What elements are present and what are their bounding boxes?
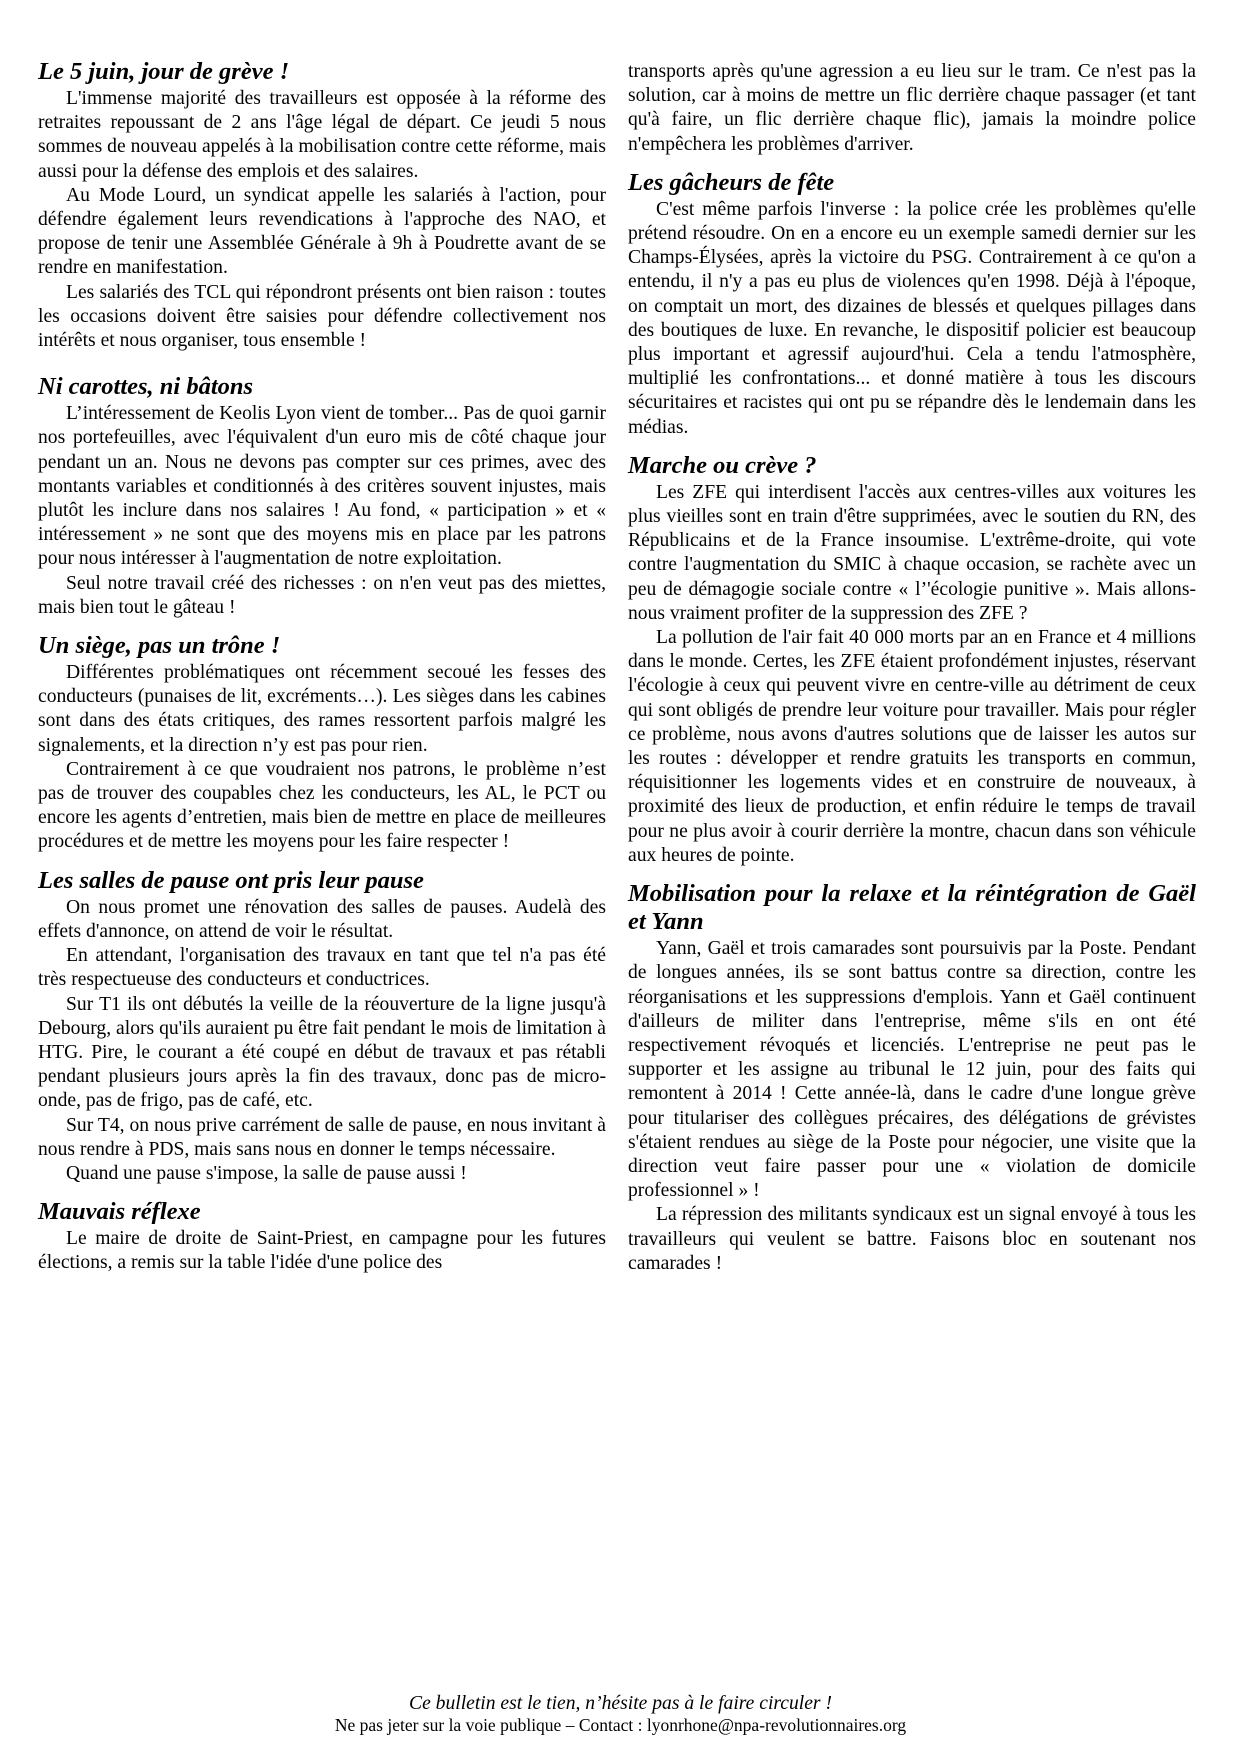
article-marche-ou-creve [628,452,1196,868]
article-title: Les salles de pause ont pris leur pause [38,866,424,894]
article-title: Le 5 juin, jour de grève ! [38,58,290,85]
article-mobilisation-gael-yann [628,880,1196,1276]
article-paragraph: C'est même parfois l'inverse : la police crée les problèmes qu'elle prétend résoudre. On en a encore eu un exemple samedi dernier sur les Champs-Élysées, après la victoire du PSG. Contrairement à ce qu'on a entendu, il n'y a pas eu plus de violences qu'en 1998. Déjà à l'époque, on comptait un mort, des dizaines de blessés et quelques pillages dans des boutiques de luxe. En revanche, le dispositif policier est beaucoup plus important et agressif aujourd'hui. Cela a tendu l'atmosphère, multiplié les confrontations... et donné matière à tous les discours sécuritaires et racistes qui ont pu se répandre dès le lendemain dans les médias. [628,198,1196,438]
left-column [38,58,606,1286]
article-paragraph: Seul notre travail créé des richesses : on n'en veut pas des miettes, mais bien tout le gâteau ! [38,572,606,618]
article-title: Les gâcheurs de fête [628,168,835,196]
article-paragraph: La répression des militants syndicaux est un signal envoyé à tous les travailleurs qui veulent se battre. Faisons bloc en soutenant nos camarades ! [628,1204,1196,1274]
article-paragraph: Sur T4, on nous prive carrément de salle de pause, en nous invitant à nous rendre à PDS, mais sans nous en donner le temps nécessaire. [38,1114,606,1160]
article-title: Mobilisation pour la relaxe et la réintégration de Gaël et Yann [628,880,1196,936]
article-paragraph: Au Mode Lourd, un syndicat appelle les salariés à l'action, pour défendre également leurs revendications à l'approche des NAO, et propose de tenir une Assemblée Générale à 9h à Poudrette avant de se rendre en manifestation. [38,184,606,279]
right-column [628,60,1196,1286]
article-mauvais-reflexe-continuation [628,60,1196,157]
article-paragraph: Les salariés des TCL qui répondront présents ont bien raison : toutes les occasions doivent être saisies pour défendre collectivement nos intérêts et nous organiser, tous ensemble ! [38,281,606,352]
article-paragraph: L’intéressement de Keolis Lyon vient de tomber... Pas de quoi garnir nos portefeuilles, avec l'équivalent d'un euro mis de côté chaque jour pendant un an. Nous ne devons pas compter sur ces primes, avec des montants variables et conditionnés à des critères souvent injustes, mais plutôt les inclure dans nos salaires ! Au fond, « participation » et « intéressement » ne sont que des moyens mis en place par les patrons pour nous intéresser à l'augmentation de notre exploitation. [38,403,606,570]
footer-contact: Ne pas jeter sur la voie publique – Contact : lyonrhone@npa-revolutionnaires.org [334,1715,907,1735]
article-paragraph: On nous promet une rénovation des salles de pauses. Audelà des effets d'annonce, on attend de voir le résultat. [38,896,606,942]
article-paragraph: Différentes problématiques ont récemment secoué les fesses des conducteurs (punaises de lit, excréments…). Les sièges dans les cabines sont dans des états critiques, des rames ressortent parfois malgré les signalements, et la direction n’y est pas pour rien. [38,662,606,756]
article-paragraph: Sur T1 ils ont débutés la veille de la réouverture de la ligne jusqu'à Debourg, alors qu'ils auraient pu être fait pendant le mois de limitation à HTG. Pire, le courant a été coupé en début de travaux et pas rétabli pendant plusieurs jours après la fin des travaux, donc pas de micro-onde, pas de frigo, pas de café, etc. [38,993,606,1112]
article-paragraph: L'immense majorité des travailleurs est opposée à la réforme des retraites repoussant de 2 ans l'âge légal de départ. Ce jeudi 5 nous sommes de nouveau appelés à la mobilisation contre cette réforme, mais aussi pour la défense des emplois et des salaires. [38,88,606,182]
footer-tagline: Ce bulletin est le tien, n’hésite pas à le faire circuler ! [409,1693,832,1714]
article-paragraph: Quand une pause s'impose, la salle de pause aussi ! [66,1162,467,1184]
article-ni-carottes [38,373,606,620]
article-gacheurs-de-fete [628,169,1196,440]
article-paragraph: transports après qu'une agression a eu lieu sur le tram. Ce n'est pas la solution, car à moins de mettre un flic derrière chaque passager (et tant qu'à faire, un flic derrière chaque flic), jamais la moindre police n'empêchera les problèmes d'arriver. [628,61,1196,155]
article-title: Marche ou crève ? [628,451,817,479]
article-greve-5-juin [38,58,606,353]
article-paragraph: En attendant, l'organisation des travaux en tant que tel n'a pas été très respectueuse des conducteurs et conductrices. [38,945,606,991]
article-title: Mauvais réflexe [38,1198,201,1226]
article-title: Ni carottes, ni bâtons [38,373,254,401]
article-title: Un siège, pas un trône ! [38,632,281,660]
footer [0,1693,1241,1736]
article-paragraph: La pollution de l'air fait 40 000 morts par an en France et 4 millions dans le monde. Certes, les ZFE étaient profondément injustes, réservant l'écologie à ceux qui peuvent vivre en centre-ville au détriment de ceux qui sont obligés de prendre leur voiture pour travailler. Mais pour régler ce problème, nous avons d'autres solutions que de laisser les autos sur les routes : développer et rendre gratuits les transports en commun, réquisitionner les logements vides et en construire de nouveaux, à proximité des lieux de production, et enfin réduire le temps de travail pour ne plus avoir à courir derrière la montre, chacun dans son véhicule aux heures de pointe. [628,627,1196,866]
article-paragraph: Yann, Gaël et trois camarades sont poursuivis par la Poste. Pendant de longues années, ils se sont battus contre sa direction, contre les réorganisations et les suppressions d'emplois. Yann et Gaël continuent d'ailleurs de militer dans l'entreprise, même s'ils en ont été respectivement révoqués et licenciés. L'entreprise ne peut pas le supporter et les assigne au tribunal le 12 juin, pour des faits qui remontent à 2014 ! Cette année-là, dans le cadre d'une longue grève pour titulariser des collègues précaires, des délégations de grévistes s'étaient rendues au siège de la Poste pour négocier, une visite que la direction veut faire passer pour une « violation de domicile professionnel » ! [628,938,1196,1202]
article-un-siege [38,632,606,855]
article-salles-de-pause [38,867,606,1186]
article-paragraph: Les ZFE qui interdisent l'accès aux centres-villes aux voitures les plus vieilles sont en train d'être supprimées, avec le soutien du RN, des Républicains et de la France insoumise. L'extrême-droite, qui vote contre l'augmentation du SMIC à chaque occasion, se rachète avec un peu de démagogie sociale contre « l’'écologie punitive ». Mais allons-nous vraiment profiter de la suppression des ZFE ? [628,481,1196,624]
article-mauvais-reflexe [38,1198,606,1275]
article-paragraph: Le maire de droite de Saint-Priest, en campagne pour les futures élections, a remis sur la table l'idée d'une police des [38,1228,606,1274]
article-paragraph: Contrairement à ce que voudraient nos patrons, le problème n’est pas de trouver des coupables chez les conducteurs, les AL, le PCT ou encore les agents d’entretien, mais bien de mettre en place de meilleures procédures et de mettre les moyens pour les faire respecter ! [38,758,606,853]
